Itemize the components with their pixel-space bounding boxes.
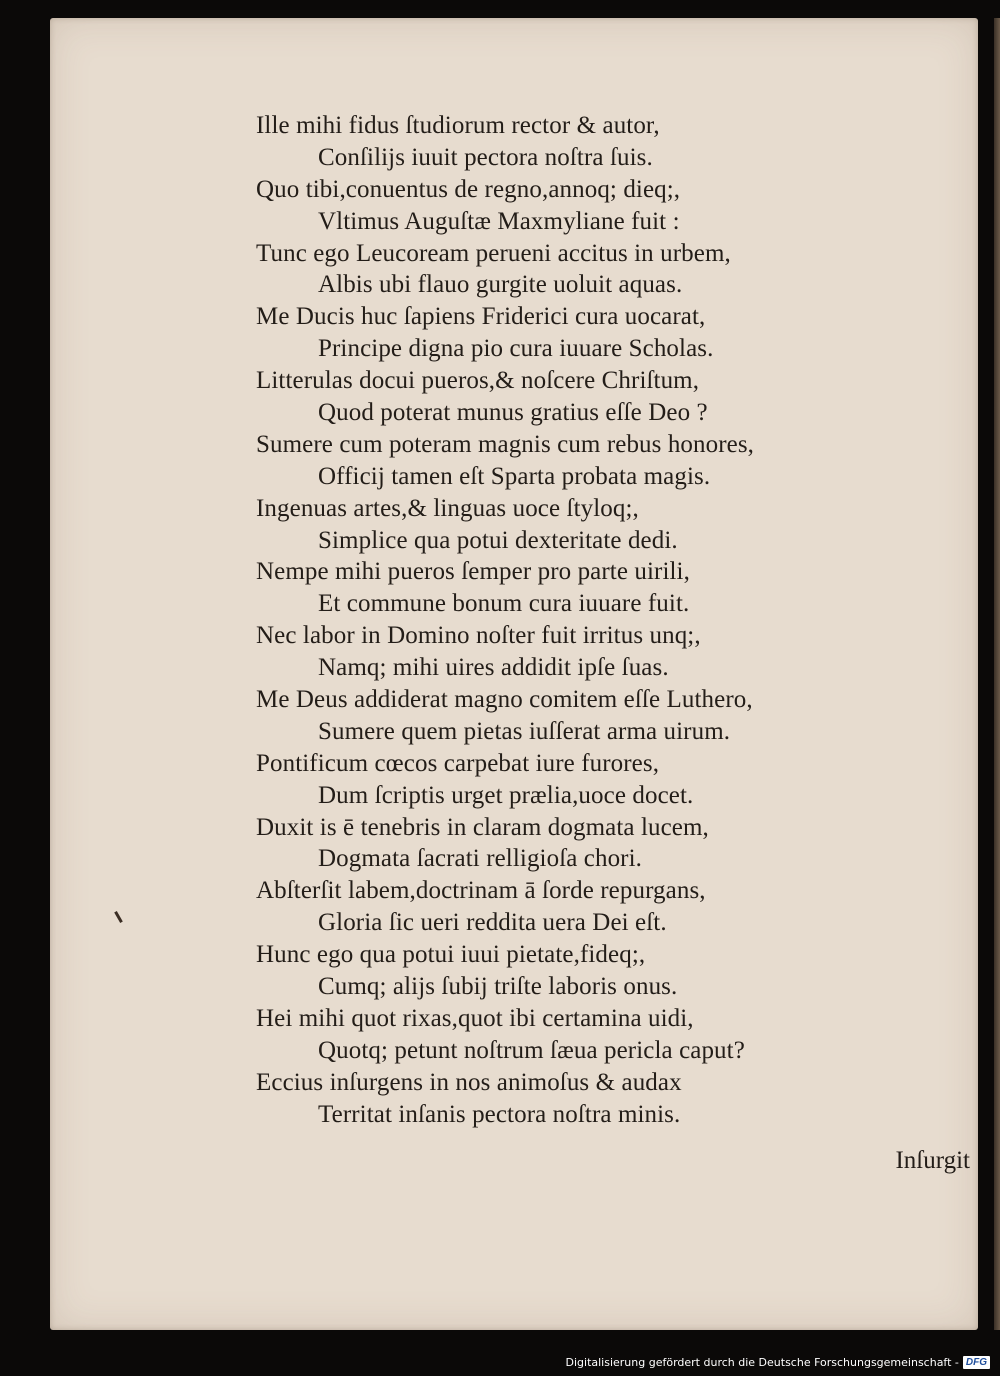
verse-line: Dum ſcriptis urget prælia,uoce docet. xyxy=(318,781,694,809)
catchword: Inſurgit xyxy=(895,1147,970,1174)
ink-mark xyxy=(114,911,123,923)
verse-line: Ille mihi fidus ſtudiorum rector & autor, xyxy=(256,112,660,139)
verse-line: Hei mihi quot rixas,quot ibi certamina uidi, xyxy=(256,1004,694,1032)
verse-line: Hunc ego qua potui iuui pietate,fideq;, xyxy=(256,941,646,969)
verse-line: Nempe mihi pueros ſemper pro parte uirili, xyxy=(256,558,690,586)
verse-line: Sumere quem pietas iuſſerat arma uirum. xyxy=(318,717,731,745)
verse-line: Abſterſit labem,doctrinam ā ſorde repurgans, xyxy=(256,877,706,905)
verse-line: Nec labor in Domino noſter fuit irritus unq;, xyxy=(256,622,701,650)
verse-line: Sumere cum poteram magnis cum rebus honores, xyxy=(256,430,755,458)
poem-text xyxy=(256,110,896,1131)
verse-line: Et commune bonum cura iuuare fuit. xyxy=(318,590,690,618)
verse-line: Pontificum cœcos carpebat iure furores, xyxy=(256,749,660,777)
verse-line: Namq; mihi uires addidit ipſe ſuas. xyxy=(318,654,669,682)
verse-line: Quod poterat munus gratius eſſe Deo ? xyxy=(318,399,708,427)
digitization-credit xyxy=(566,1352,991,1372)
verse-line: Simplice qua potui dexteritate dedi. xyxy=(318,526,678,554)
verse-line: Quo tibi,conuentus de regno,annoq; dieq;, xyxy=(256,175,681,203)
verse-line: Dogmata ſacrati relligioſa chori. xyxy=(318,845,643,873)
verse-line: Albis ubi flauo gurgite uoluit aquas. xyxy=(318,271,683,299)
verse-line: Litterulas docui pueros,& noſcere Chriſtum, xyxy=(256,367,700,395)
verse-line: Cumq; alijs ſubij triſte laboris onus. xyxy=(318,973,678,1001)
verse-line: Conſilijs iuuit pectora noſtra ſuis. xyxy=(318,143,653,171)
verse-line: Quotq; petunt noſtrum ſæua pericla caput? xyxy=(318,1036,745,1064)
page-edge xyxy=(994,18,1000,1330)
verse-line: Ingenuas artes,& linguas uoce ſtyloq;, xyxy=(256,494,639,522)
verse-line: Gloria ſic ueri reddita uera Dei eſt. xyxy=(318,909,667,937)
verse-line: Eccius inſurgens in nos animoſus & audax xyxy=(256,1068,682,1096)
verse-line: Me Ducis huc ſapiens Friderici cura uocarat, xyxy=(256,303,706,331)
verse-line: Principe digna pio cura iuuare Scholas. xyxy=(318,335,714,363)
verse-line: Officij tamen eſt Sparta probata magis. xyxy=(318,462,711,490)
verse-line: Duxit is ē tenebris in claram dogmata lucem, xyxy=(256,813,709,841)
dfg-logo: DFG xyxy=(963,1356,990,1369)
verse-line: Vltimus Auguſtæ Maxmyliane fuit : xyxy=(318,207,680,235)
verse-line: Territat inſanis pectora noſtra minis. xyxy=(318,1100,681,1128)
credit-text: Digitalisierung gefördert durch die Deutsche Forschungsgemeinschaft - xyxy=(565,1355,959,1369)
verse-line: Tunc ego Leucoream perueni accitus in urbem, xyxy=(256,239,731,267)
verse-line: Me Deus addiderat magno comitem eſſe Luthero, xyxy=(256,686,753,714)
